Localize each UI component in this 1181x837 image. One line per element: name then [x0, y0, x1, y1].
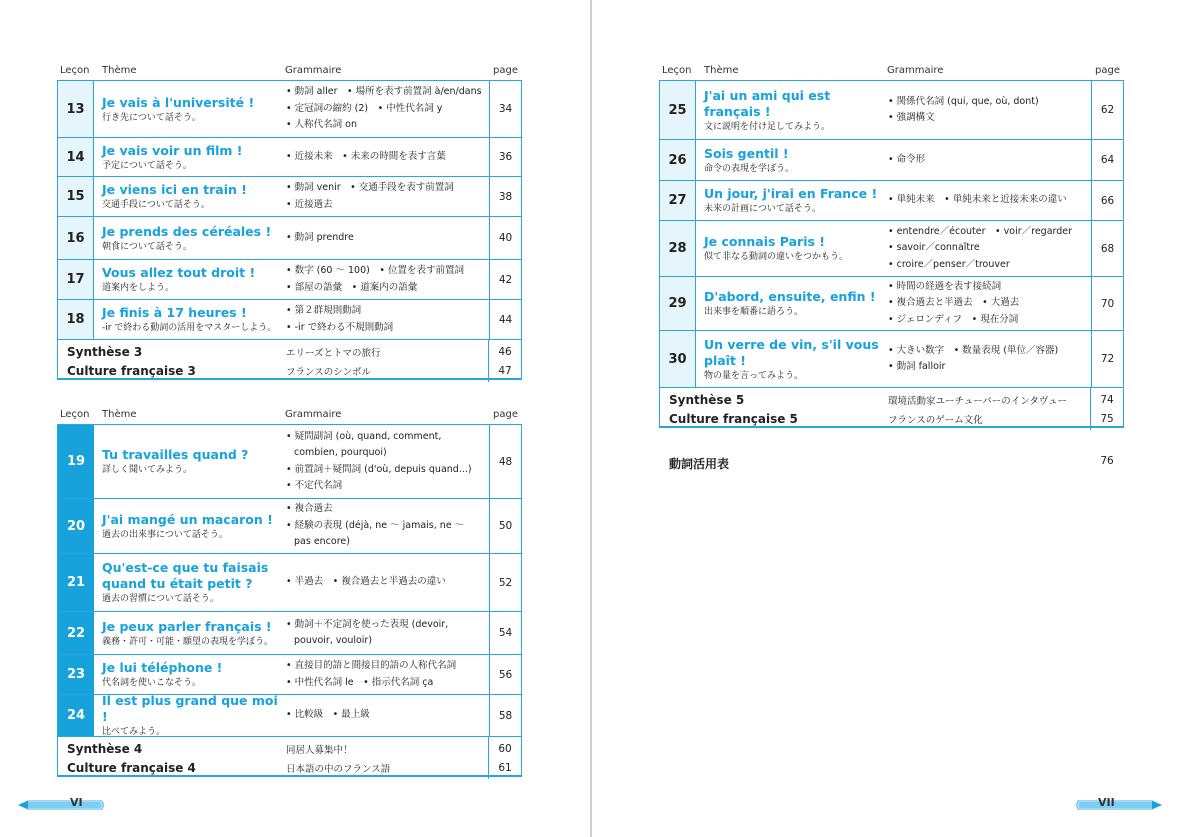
- lesson-row[interactable]: [58, 498, 521, 553]
- page-column-divider: [1090, 388, 1091, 430]
- lesson-table: [57, 80, 522, 380]
- lesson-theme: [102, 81, 282, 137]
- lesson-grammar: [286, 554, 488, 611]
- lesson-theme: [102, 695, 282, 736]
- lesson-theme: [102, 260, 282, 299]
- lesson-page: 54: [489, 612, 521, 654]
- lesson-title[interactable]: plaît !: [704, 352, 746, 368]
- lesson-subtitle: 似て非なる動詞の違いをつかもう。: [704, 252, 849, 262]
- table-header: [57, 409, 522, 423]
- lesson-subtitle: 比べてみよう。: [102, 727, 166, 737]
- lesson-table: [57, 424, 522, 777]
- grammar-item: • 直接目的語と間接目的語の人称代名詞: [286, 660, 457, 671]
- extras-block: [58, 339, 521, 381]
- lesson-page: 44: [489, 300, 521, 339]
- extra-label[interactable]: Synthèse 3: [67, 344, 143, 359]
- lesson-row[interactable]: [660, 276, 1123, 330]
- lesson-theme: [102, 554, 282, 611]
- lesson-title[interactable]: Sois gentil !: [704, 145, 789, 161]
- lesson-subtitle: -ir で終わる動詞の活用をマスターしよう。: [102, 323, 277, 333]
- lesson-theme: [704, 331, 884, 387]
- grammar-item: • 動詞 venir • 交通手段を表す前置詞: [286, 182, 454, 193]
- lesson-title[interactable]: Je peux parler français !: [102, 618, 272, 634]
- lesson-title[interactable]: Il est plus grand que moi !: [102, 693, 278, 724]
- lesson-number: 28: [660, 221, 696, 276]
- header-theme: Thème: [102, 65, 137, 76]
- conjugation-table-label[interactable]: 動詞活用表: [669, 457, 730, 471]
- lesson-page: 64: [1091, 140, 1123, 180]
- grammar-item: • 動詞＋不定詞を使った表現 (devoir,: [286, 618, 449, 630]
- grammar-item: • 定冠詞の縮約 (2) • 中性代名詞 y: [286, 102, 443, 114]
- lesson-subtitle: 代名詞を使いこなそう。: [102, 678, 202, 688]
- grammar-item: • 動詞 falloir: [888, 361, 946, 372]
- lesson-title[interactable]: Je finis à 17 heures !: [102, 305, 247, 320]
- lesson-number: 20: [58, 499, 94, 553]
- lesson-theme: [102, 138, 282, 176]
- lesson-row[interactable]: [660, 220, 1123, 276]
- grammar-item: • 中性代名詞 le • 指示代名詞 ça: [286, 676, 434, 688]
- lesson-subtitle: 命令の表現を学ぼう。: [704, 163, 795, 174]
- lesson-theme: [102, 217, 282, 259]
- grammar-item: • 部屋の語彙 • 道案内の語彙: [286, 281, 418, 293]
- lesson-page: 52: [489, 554, 521, 611]
- extra-page: 61: [498, 761, 512, 774]
- table-header: [57, 65, 522, 79]
- extras-block: [660, 387, 1123, 429]
- left-page-number: [14, 796, 106, 814]
- grammar-item: • 数字 (60 〜 100) • 位置を表す前置詞: [286, 265, 464, 276]
- grammar-item: • 命令形: [888, 153, 926, 165]
- extra-description: 環境活動家ユーチューバーのインタヴュー: [888, 395, 1067, 407]
- lesson-grammar: [286, 217, 488, 259]
- grammar-item: • 不定代名詞: [286, 480, 343, 491]
- grammar-item: • 人称代名詞 on: [286, 119, 357, 131]
- lesson-grammar: [286, 695, 488, 736]
- lesson-row[interactable]: [58, 694, 521, 736]
- extra-label[interactable]: Culture française 5: [669, 411, 798, 426]
- lesson-grammar: [286, 260, 488, 299]
- lesson-title[interactable]: Je vais à l'université !: [102, 94, 255, 110]
- lesson-title[interactable]: Un jour, j'irai en France !: [704, 186, 878, 201]
- lesson-table: [659, 80, 1124, 428]
- grammar-item: • entendre／écouter • voir／regarder: [888, 225, 1073, 237]
- lesson-grammar: [888, 277, 1090, 330]
- extra-description: 同居人募集中！: [286, 744, 353, 756]
- lesson-theme: [704, 81, 884, 139]
- table-header: [659, 65, 1124, 79]
- lesson-grammar: [888, 81, 1090, 139]
- header-lecon: Leçon: [60, 409, 90, 420]
- lesson-page: 34: [489, 81, 521, 137]
- lesson-page: 50: [489, 499, 521, 553]
- lesson-number: 17: [58, 260, 94, 299]
- lesson-subtitle: 出来事を順番に語ろう。: [704, 307, 804, 317]
- lesson-theme: [102, 177, 282, 216]
- grammar-item: • 疑問副詞 (où, quand, comment,: [286, 430, 442, 442]
- lesson-number: 22: [58, 612, 94, 654]
- header-theme: Thème: [704, 65, 739, 76]
- lesson-row[interactable]: [58, 216, 521, 259]
- lesson-theme: [102, 612, 282, 654]
- lesson-title[interactable]: Tu travailles quand ?: [102, 447, 249, 462]
- lesson-row[interactable]: [58, 81, 521, 137]
- header-grammaire: Grammaire: [285, 65, 342, 76]
- lesson-row[interactable]: [58, 176, 521, 216]
- lesson-grammar: [286, 300, 488, 339]
- pencil-icon: [14, 796, 106, 814]
- grammar-item: • -ir で終わる不規則動詞: [286, 321, 394, 333]
- extra-description: フランスのシンボル: [286, 366, 371, 378]
- extra-label[interactable]: Synthèse 4: [67, 741, 143, 756]
- lesson-number: 24: [58, 695, 94, 736]
- page-column-divider: [488, 340, 489, 382]
- extra-description: エリーズとトマの旅行: [286, 347, 381, 359]
- lesson-number: 16: [58, 217, 94, 259]
- lesson-grammar: [286, 81, 488, 137]
- grammar-item: • 複合過去と半過去 • 大過去: [888, 297, 1020, 309]
- extra-label[interactable]: Culture française 3: [67, 363, 196, 378]
- lesson-page: 42: [489, 260, 521, 299]
- extra-page: 47: [498, 364, 512, 377]
- grammar-item: pas encore): [294, 536, 350, 548]
- extra-page: 46: [498, 345, 512, 358]
- lesson-theme: [102, 300, 282, 339]
- grammar-item: • 近接未来 • 未来の時間を表す言葉: [286, 150, 446, 162]
- lesson-page: 36: [489, 138, 521, 176]
- header-lecon: Leçon: [662, 65, 692, 76]
- lesson-grammar: [888, 331, 1090, 387]
- grammar-item: • 単純未来 • 単純未来と近接未来の違い: [888, 194, 1067, 206]
- grammar-item: • 大きい数字 • 数量表現 (単位／容器): [888, 344, 1059, 356]
- lesson-number: 25: [660, 81, 696, 139]
- lesson-title[interactable]: D'abord, ensuite, enfin !: [704, 289, 876, 304]
- lesson-grammar: [286, 655, 488, 694]
- lesson-row[interactable]: [58, 137, 521, 176]
- lesson-number: 19: [58, 425, 94, 498]
- lesson-subtitle: 道案内をしよう。: [102, 283, 175, 293]
- extra-label[interactable]: Synthèse 5: [669, 392, 745, 407]
- grammar-item: pouvoir, vouloir): [294, 635, 373, 646]
- lesson-title[interactable]: Vous allez tout droit !: [102, 265, 256, 280]
- lesson-title[interactable]: J'ai un ami qui est: [704, 87, 831, 103]
- lesson-title[interactable]: Je connais Paris !: [704, 234, 825, 249]
- grammar-item: • croire／penser／trouver: [888, 258, 1010, 270]
- extras-block: [58, 736, 521, 778]
- lesson-page: 40: [489, 217, 521, 259]
- grammar-item: • 近接過去: [286, 198, 333, 210]
- lesson-row[interactable]: [58, 259, 521, 299]
- header-page: page: [1095, 65, 1120, 76]
- lesson-theme: [704, 221, 884, 276]
- grammar-item: • 動詞 prendre: [286, 231, 354, 243]
- grammar-item: • 前置詞＋疑問詞 (d'où, depuis quand...): [286, 463, 472, 475]
- lesson-subtitle: 行き先について話そう。: [102, 112, 201, 123]
- extra-page: 60: [498, 742, 512, 755]
- lesson-page: 66: [1091, 181, 1123, 220]
- grammar-item: • 関係代名詞 (qui, que, où, dont): [888, 95, 1039, 107]
- grammar-item: • 時間の経過を表す接続詞: [888, 280, 1002, 292]
- lesson-grammar: [286, 499, 488, 553]
- lesson-number: 15: [58, 177, 94, 216]
- lesson-number: 26: [660, 140, 696, 180]
- lesson-grammar: [286, 177, 488, 216]
- grammar-item: • 第２群規則動詞: [286, 305, 362, 316]
- lesson-page: 56: [489, 655, 521, 694]
- page-column-divider: [488, 737, 489, 779]
- extra-page: 75: [1100, 412, 1114, 425]
- header-page: page: [493, 409, 518, 420]
- grammar-item: • 比較級 • 最上級: [286, 709, 370, 721]
- header-grammaire: Grammaire: [285, 409, 342, 420]
- lesson-grammar: [286, 612, 488, 654]
- header-grammaire: Grammaire: [887, 65, 944, 76]
- lesson-row[interactable]: [58, 611, 521, 654]
- grammar-item: • savoir／connaître: [888, 242, 980, 254]
- lesson-subtitle: 交通手段について話そう。: [102, 200, 210, 210]
- grammar-item: • 強調構文: [888, 112, 935, 123]
- lesson-page: 70: [1091, 277, 1123, 330]
- lesson-subtitle: 義務・許可・可能・願望の表現を学ぼう。: [102, 636, 274, 647]
- lesson-row[interactable]: [58, 299, 521, 339]
- header-theme: Thème: [102, 409, 137, 420]
- lesson-number: 18: [58, 300, 94, 339]
- lesson-title[interactable]: français !: [704, 103, 771, 119]
- lesson-number: 29: [660, 277, 696, 330]
- lesson-row[interactable]: [58, 654, 521, 694]
- header-page: page: [493, 65, 518, 76]
- lesson-number: 13: [58, 81, 94, 137]
- grammar-item: • ジェロンディフ • 現在分詞: [888, 313, 1019, 325]
- lesson-number: 21: [58, 554, 94, 611]
- lesson-theme: [102, 499, 282, 553]
- extra-label[interactable]: Culture française 4: [67, 760, 196, 775]
- lesson-title[interactable]: Je vais voir un film !: [102, 142, 243, 158]
- lesson-number: 27: [660, 181, 696, 220]
- lesson-page: 72: [1091, 331, 1123, 387]
- lesson-grammar: [888, 181, 1090, 220]
- lesson-theme: [704, 181, 884, 220]
- lesson-theme: [704, 277, 884, 330]
- lesson-theme: [102, 425, 282, 498]
- lesson-number: 30: [660, 331, 696, 387]
- lesson-row[interactable]: [660, 81, 1123, 139]
- page-number-label: VII: [1098, 796, 1115, 809]
- lesson-subtitle: 詳しく聞いてみよう。: [102, 465, 193, 475]
- lesson-grammar: [888, 140, 1090, 180]
- lesson-row[interactable]: [660, 139, 1123, 180]
- grammar-item: • 動詞 aller • 場所を表す前置詞 à/en/dans: [286, 86, 482, 98]
- lesson-title[interactable]: Un verre de vin, s'il vous: [704, 336, 879, 352]
- header-lecon: Leçon: [60, 65, 90, 76]
- grammar-item: combien, pourquoi): [294, 447, 387, 458]
- lesson-row[interactable]: [660, 330, 1123, 387]
- page-number-label: VI: [70, 796, 83, 809]
- lesson-subtitle: 朝食について話そう。: [102, 241, 192, 252]
- lesson-subtitle: 過去の出来事について話そう。: [102, 529, 228, 540]
- extra-page: 74: [1100, 393, 1114, 406]
- grammar-item: • 経験の表現 (déjà, ne 〜 jamais, ne 〜: [286, 519, 465, 531]
- lesson-title[interactable]: Je lui téléphone !: [102, 660, 223, 675]
- lesson-page: 62: [1091, 81, 1123, 139]
- lesson-grammar: [286, 138, 488, 176]
- lesson-subtitle: 物の量を言ってみよう。: [704, 370, 804, 381]
- extra-description: フランスのゲーム文化: [888, 414, 983, 426]
- lesson-row[interactable]: [58, 425, 521, 498]
- conjugation-table-page: 76: [1100, 455, 1114, 467]
- lesson-subtitle: 文に説明を付け足してみよう。: [704, 121, 831, 132]
- pencil-icon: [1074, 796, 1166, 814]
- lesson-subtitle: 過去の習慣について話そう。: [102, 594, 219, 604]
- lesson-subtitle: 未来の計画について話そう。: [704, 204, 821, 214]
- grammar-item: • 半過去 • 複合過去と半過去の違い: [286, 576, 446, 588]
- lesson-row[interactable]: [58, 553, 521, 611]
- lesson-page: 68: [1091, 221, 1123, 276]
- lesson-page: 58: [489, 695, 521, 736]
- lesson-title[interactable]: Qu'est-ce que tu faisais: [102, 560, 269, 575]
- lesson-page: 48: [489, 425, 521, 498]
- lesson-theme: [102, 655, 282, 694]
- lesson-number: 23: [58, 655, 94, 694]
- right-page-number: [1074, 796, 1166, 814]
- lesson-page: 38: [489, 177, 521, 216]
- grammar-item: • 複合過去: [286, 503, 333, 515]
- lesson-number: 14: [58, 138, 94, 176]
- lesson-title[interactable]: quand tu était petit ?: [102, 576, 253, 591]
- lesson-title[interactable]: Je viens ici en train !: [102, 182, 247, 197]
- lesson-subtitle: 予定について話そう。: [102, 160, 192, 171]
- lesson-grammar: [888, 221, 1090, 276]
- lesson-row[interactable]: [660, 180, 1123, 220]
- lesson-theme: [704, 140, 884, 180]
- lesson-title[interactable]: Je prends des céréales !: [102, 223, 272, 239]
- lesson-title[interactable]: J'ai mangé un macaron !: [102, 511, 273, 527]
- lesson-grammar: [286, 425, 488, 498]
- extra-description: 日本語の中のフランス語: [286, 763, 391, 775]
